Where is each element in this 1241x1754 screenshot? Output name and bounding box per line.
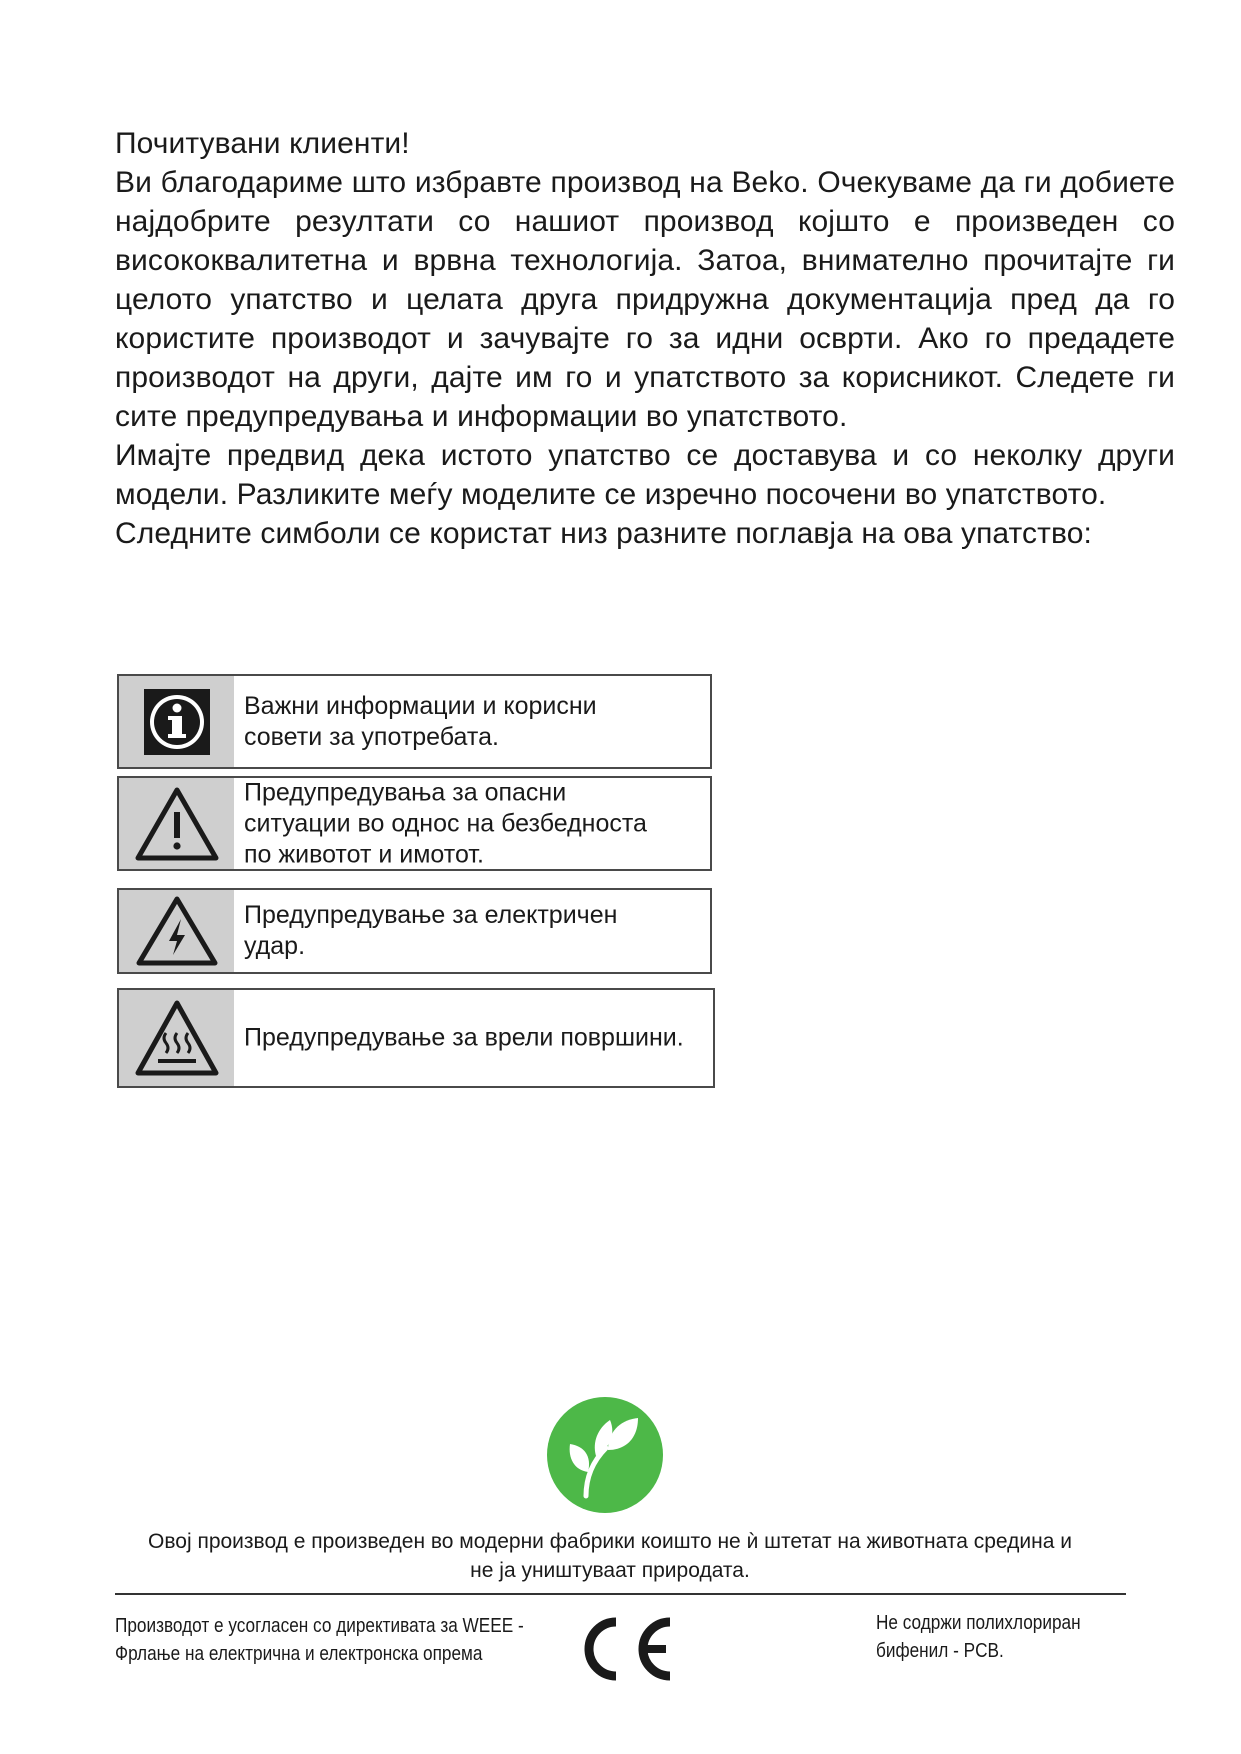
weee-notice [115, 1612, 524, 1668]
divider [115, 1593, 1126, 1595]
weee-line: Фрлање на електрична и електронска опрема [115, 1643, 483, 1665]
symbol-row-hot-surface [117, 988, 715, 1088]
pcb-line: Не содржи полихлориран [876, 1612, 1081, 1634]
intro-paragraph-2: Имајте предвид дека истото упатство се доставува и со неколку други модели. Разликите меѓу моделите се изречно посочени во упатството. [115, 439, 1175, 511]
symbol-electric-line: Предупредување за електричен [244, 901, 618, 929]
weee-line: Производот е усогласен со директивата за WEEE - [115, 1615, 524, 1637]
hot-surface-icon [119, 990, 234, 1086]
info-icon [119, 676, 234, 767]
intro-paragraph-3: Следните симболи се користат низ разните поглавја на ова упатство: [115, 517, 1092, 550]
eco-leaf-icon [546, 1396, 664, 1514]
warning-icon [119, 778, 234, 869]
eco-line: Овој производ е произведен во модерни фабрики коишто не ѝ штетат на животната средина и [148, 1530, 1072, 1553]
symbol-row-warning [117, 776, 712, 871]
symbol-warning-line: по животот и имотот. [244, 840, 484, 868]
electric-shock-icon [119, 890, 234, 972]
greeting: Почитувани клиенти! [115, 127, 410, 160]
symbol-info-line: Важни информации и корисни [244, 691, 597, 720]
intro-paragraph-1: Ви благодариме што избравте производ на Beko. Очекуваме да ги добиете најдобрите резултати со нашиот производ којшто е произведен со висококвалитетна и врвна технологија. Затоа, внимателно прочитајте ги целото упатство и целата друга придружна документација пред да го користите производот и зачувајте го за идни осврти. Ако го предадете производот на други, дајте им го и упатството за корисникот. Следете ги сите предупредувања и информации во упатството. [115, 166, 1175, 433]
eco-statement [115, 1527, 1105, 1585]
intro-text [115, 124, 1175, 553]
symbol-warning-line: Предупредувања за опасни [244, 778, 567, 806]
pcb-line: бифенил - PCB. [876, 1640, 1004, 1662]
symbol-warning-line: ситуации во однос на безбедноста [244, 809, 647, 837]
pcb-notice [876, 1609, 1081, 1665]
ce-mark-icon [570, 1612, 675, 1686]
eco-line: не ја уништуваат природата. [470, 1559, 750, 1582]
symbol-info-line: совети за употребата. [244, 722, 499, 751]
symbol-row-info [117, 674, 712, 769]
symbol-hot-surface-line: Предупредување за врели површини. [244, 1023, 684, 1052]
symbol-electric-line: удар. [244, 932, 306, 960]
symbol-row-electric [117, 888, 712, 974]
